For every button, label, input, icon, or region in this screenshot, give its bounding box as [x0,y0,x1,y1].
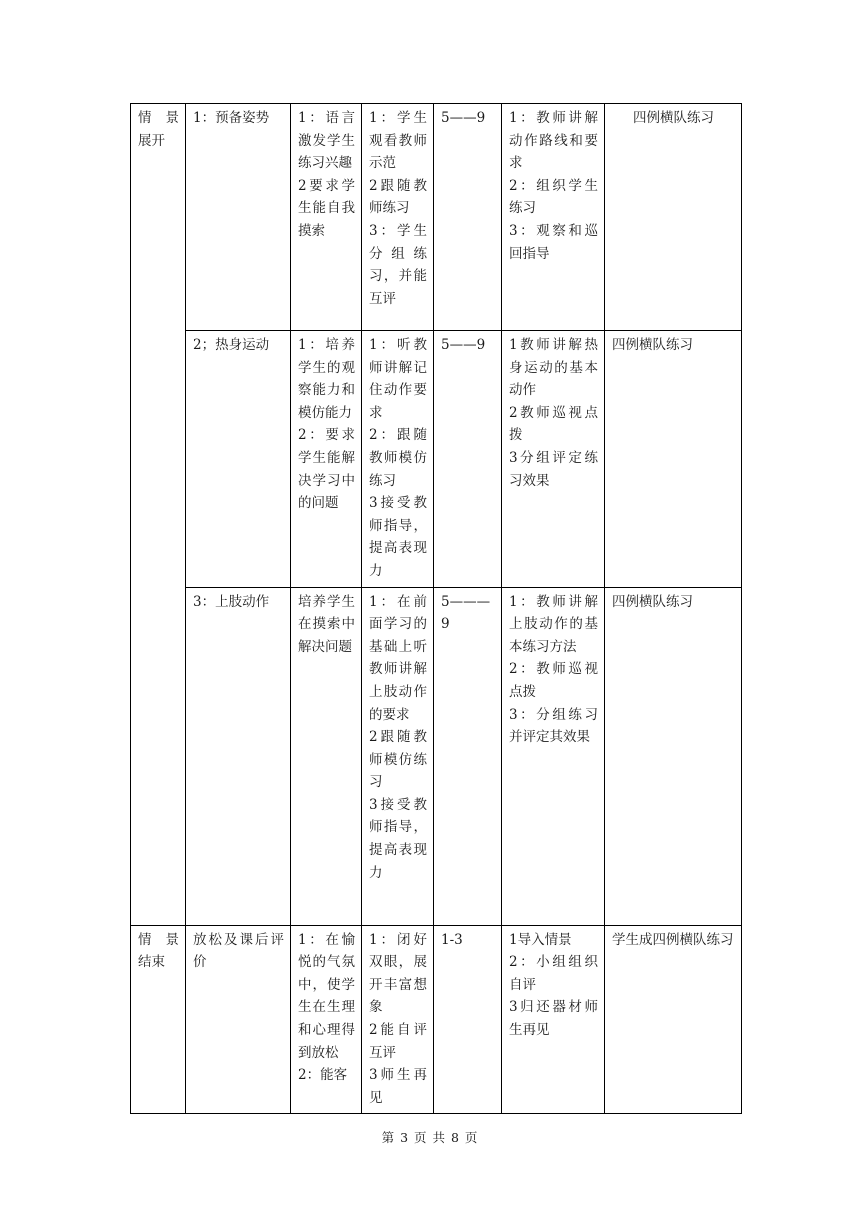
teacher-cell [502,925,605,1114]
table-row [131,587,742,925]
table-row [131,925,742,1114]
teacher-activity-text: 1教师讲解热身运动的基本动作 2教师巡视点拨 3分组评定练习效果 [509,337,598,489]
content-cell [186,587,291,925]
content-text: 1：预备姿势 [193,110,270,126]
goal-cell [291,331,362,588]
goal-cell [291,104,362,331]
table-row [131,331,742,588]
form-cell [605,587,742,925]
organization-form-text: 学生成四例横队练习 [612,931,734,948]
time-text: 5——9 [441,337,486,353]
time-cell [434,925,502,1114]
time-cell [434,587,502,925]
section-label: 情 景 展开 [138,110,179,149]
student-cell [362,587,434,925]
goal-text: 1：语言激发学生练习兴趣 2要求学生能自我摸索 [298,110,355,239]
student-activity-text: 1：听教师讲解记住动作要求 2：跟随教师模仿练习 3接受教师指导，提高表现力 [369,337,427,579]
time-cell [434,331,502,588]
teacher-activity-text: 1导入情景 2：小组组织自评 3归还器材师生再见 [509,931,598,1038]
table-row [131,104,742,331]
content-cell [186,331,291,588]
page-number: 第 3 页 共 8 页 [381,1130,479,1145]
teacher-cell [502,104,605,331]
form-cell [605,925,742,1114]
teacher-activity-text: 1：教师讲解上肢动作的基本练习方法 2：教师巡视点拨 3：分组练习并评定其效果 [509,593,598,746]
teacher-activity-text: 1：教师讲解动作路线和要求 2：组织学生练习 3：观察和巡回指导 [509,110,598,262]
time-text: 5——9 [441,110,486,126]
teacher-cell [502,587,605,925]
student-activity-text: 1：学生观看教师示范 2跟随教师练习 3：学生分组练习，并能互评 [369,110,427,307]
time-text: 5———9 [441,593,491,633]
time-cell [434,104,502,331]
form-cell [605,331,742,588]
content-cell [186,925,291,1114]
goal-text: 1：在愉悦的气氛中，使学生在生理和心理得到放松 2：能客 [298,931,355,1084]
student-cell [362,331,434,588]
organization-form-text: 四例横队练习 [633,110,714,126]
organization-form-text: 四例横队练习 [612,337,693,353]
organization-form-text: 四例横队练习 [612,593,693,610]
content-text: 3：上肢动作 [193,593,270,610]
content-text: 2；热身运动 [193,337,270,353]
lesson-plan-table [130,103,742,1114]
section-cell [131,104,186,926]
form-cell [605,104,742,331]
student-activity-text: 1：在前面学习的基础上听教师讲解上肢动作的要求 2跟随教师模仿练习 3接受教师指导，提高表现力 [369,593,427,881]
section-label: 情 景 结束 [138,931,179,971]
goal-cell [291,925,362,1114]
goal-text: 培养学生在摸索中解决问题 [298,593,355,655]
student-cell [362,925,434,1114]
student-activity-text: 1：闭好双眼，展开丰富想象 2能自评互评 3师生再见 [369,931,427,1106]
goal-text: 1：培养学生的观察能力和模仿能力 2：要求学生能解决学习中的问题 [298,337,355,512]
teacher-cell [502,331,605,588]
goal-cell [291,587,362,925]
section-cell [131,925,186,1114]
content-cell [186,104,291,331]
time-text: 1-3 [441,931,463,948]
student-cell [362,104,434,331]
content-text: 放松及课后评价 [193,931,284,971]
